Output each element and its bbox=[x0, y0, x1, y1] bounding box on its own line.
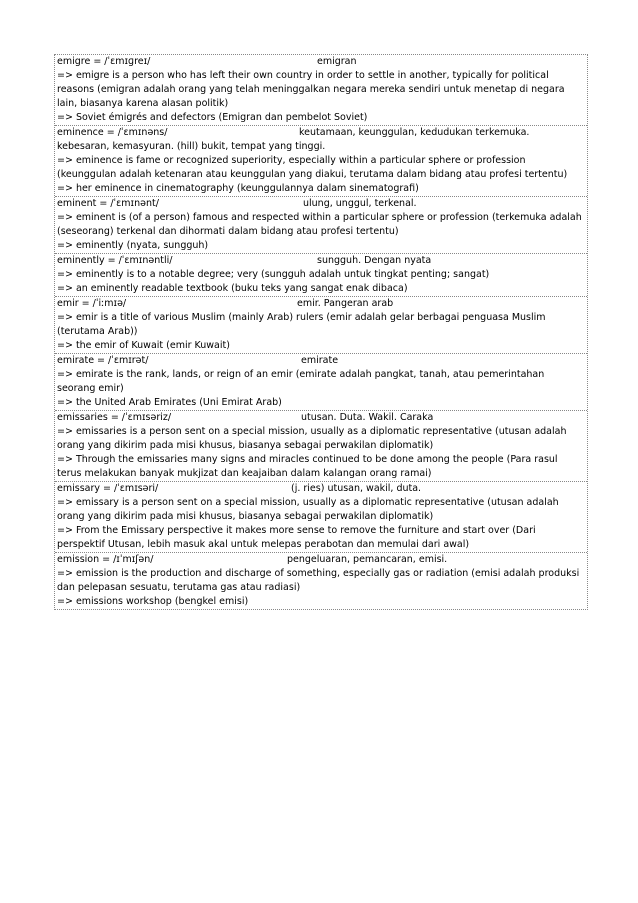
entry-meaning: emirate bbox=[301, 355, 339, 366]
entry-heading bbox=[55, 197, 587, 211]
entry-eminence bbox=[55, 126, 587, 197]
entry-line: => From the Emissary perspective it makes more sense to remove the furniture and start over (Dari perspektif Utusan, lebih masuk akal untuk melepas perabotan dan memulai dari awal) bbox=[57, 525, 536, 550]
entry-line: => eminence is fame or recognized superiority, especially within a particular sphere or profession (keunggulan adalah ketenaran atau keunggulan yang diakui, terutama dalam bidang atau profesi tertentu) bbox=[57, 155, 568, 180]
entry-heading bbox=[55, 354, 587, 368]
entry-meaning: emigran bbox=[317, 56, 357, 67]
entry-line: => eminently (nyata, sungguh) bbox=[57, 240, 209, 251]
entry-line: => emir is a title of various Muslim (mainly Arab) rulers (emir adalah gelar berbagai penguasa Muslim (terutama Arab)) bbox=[57, 312, 546, 337]
entry-heading bbox=[55, 411, 587, 425]
entry-line: => the emir of Kuwait (emir Kuwait) bbox=[57, 340, 230, 351]
entry-term: emirate = /ˈɛmɪrət/ bbox=[57, 355, 149, 366]
dictionary-sheet bbox=[54, 54, 588, 610]
entry-emission bbox=[55, 553, 587, 609]
entry-eminent bbox=[55, 197, 587, 254]
entry-emirate bbox=[55, 354, 587, 411]
entry-line: => eminently is to a notable degree; very (sungguh adalah untuk tingkat penting; sangat) bbox=[57, 269, 490, 280]
entry-meaning: sungguh. Dengan nyata bbox=[317, 255, 432, 266]
entry-heading bbox=[55, 126, 587, 140]
entry-line: => Soviet émigrés and defectors (Emigran dan pembelot Soviet) bbox=[57, 112, 368, 123]
entry-term: emigre = /ˈɛmɪɡreɪ/ bbox=[57, 56, 151, 67]
entry-line: => emissary is a person sent on a special mission, usually as a diplomatic representative (utusan adalah orang yang dikirim pada misi khusus, biasanya sebagai perwakilan diplomatik) bbox=[57, 497, 559, 522]
entry-term: eminence = /ˈɛmɪnəns/ bbox=[57, 127, 168, 138]
entry-line: => emigre is a person who has left their own country in order to settle in another, typically for political reasons (emigran adalah orang yang telah meninggalkan negara mereka sendiri untuk menetap di negara lain, biasanya karena alasan politik) bbox=[57, 70, 565, 109]
entry-eminently bbox=[55, 254, 587, 297]
entry-heading bbox=[55, 55, 587, 69]
entry-heading bbox=[55, 254, 587, 268]
entry-term: emir = /ˈiːmɪə/ bbox=[57, 298, 127, 309]
entry-meaning: utusan. Duta. Wakil. Caraka bbox=[301, 412, 434, 423]
entry-emigre bbox=[55, 55, 587, 126]
entry-term: emissaries = /ˈɛmɪsəriz/ bbox=[57, 412, 172, 423]
entry-meaning: pengeluaran, pemancaran, emisi. bbox=[287, 554, 448, 565]
entry-term: eminently = /ˈɛmɪnəntli/ bbox=[57, 255, 173, 266]
entry-term: eminent = /ˈɛmɪnənt/ bbox=[57, 198, 159, 209]
entry-heading bbox=[55, 482, 587, 496]
entry-emissaries bbox=[55, 411, 587, 482]
entry-term: emissary = /ˈɛmɪsəri/ bbox=[57, 483, 159, 494]
entry-line: => emission is the production and discharge of something, especially gas or radiation (emisi adalah produksi dan pelepasan sesuatu, terutama gas atau radiasi) bbox=[57, 568, 580, 593]
entry-meaning: keutamaan, keunggulan, kedudukan terkemuka. bbox=[299, 127, 530, 138]
entry-line: => an eminently readable textbook (buku teks yang sangat enak dibaca) bbox=[57, 283, 408, 294]
entry-line: => emirate is the rank, lands, or reign of an emir (emirate adalah pangkat, tanah, atau pemerintahan seorang emir) bbox=[57, 369, 545, 394]
entry-line: => eminent is (of a person) famous and respected within a particular sphere or profession (terkemuka adalah (seseorang) terkenal dan dihormati dalam bidang atau profesi tertentu) bbox=[57, 212, 582, 237]
entry-line: => Through the emissaries many signs and miracles continued to be done among the people (Para rasul terus melakukan banyak mukjizat dan keajaiban dalam kalangan orang ramai) bbox=[57, 454, 558, 479]
entry-meaning: emir. Pangeran arab bbox=[297, 298, 394, 309]
entry-line: => emissions workshop (bengkel emisi) bbox=[57, 596, 249, 607]
entry-heading bbox=[55, 553, 587, 567]
entry-line: => the United Arab Emirates (Uni Emirat Arab) bbox=[57, 397, 282, 408]
entry-heading bbox=[55, 297, 587, 311]
entry-term: emission = /ɪˈmɪʃən/ bbox=[57, 554, 154, 565]
entry-line: => her eminence in cinematography (keunggulannya dalam sinematografi) bbox=[57, 183, 419, 194]
entry-emissary bbox=[55, 482, 587, 553]
entry-meaning: ulung, unggul, terkenal. bbox=[303, 198, 417, 209]
entry-line: kebesaran, kemasyuran. (hill) bukit, tempat yang tinggi. bbox=[57, 141, 326, 152]
entry-line: => emissaries is a person sent on a special mission, usually as a diplomatic representative (utusan adalah orang yang dikirim pada misi khusus, biasanya sebagai perwakilan diplomatik) bbox=[57, 426, 567, 451]
entry-meaning: (j. ries) utusan, wakil, duta. bbox=[291, 483, 422, 494]
entry-emir bbox=[55, 297, 587, 354]
